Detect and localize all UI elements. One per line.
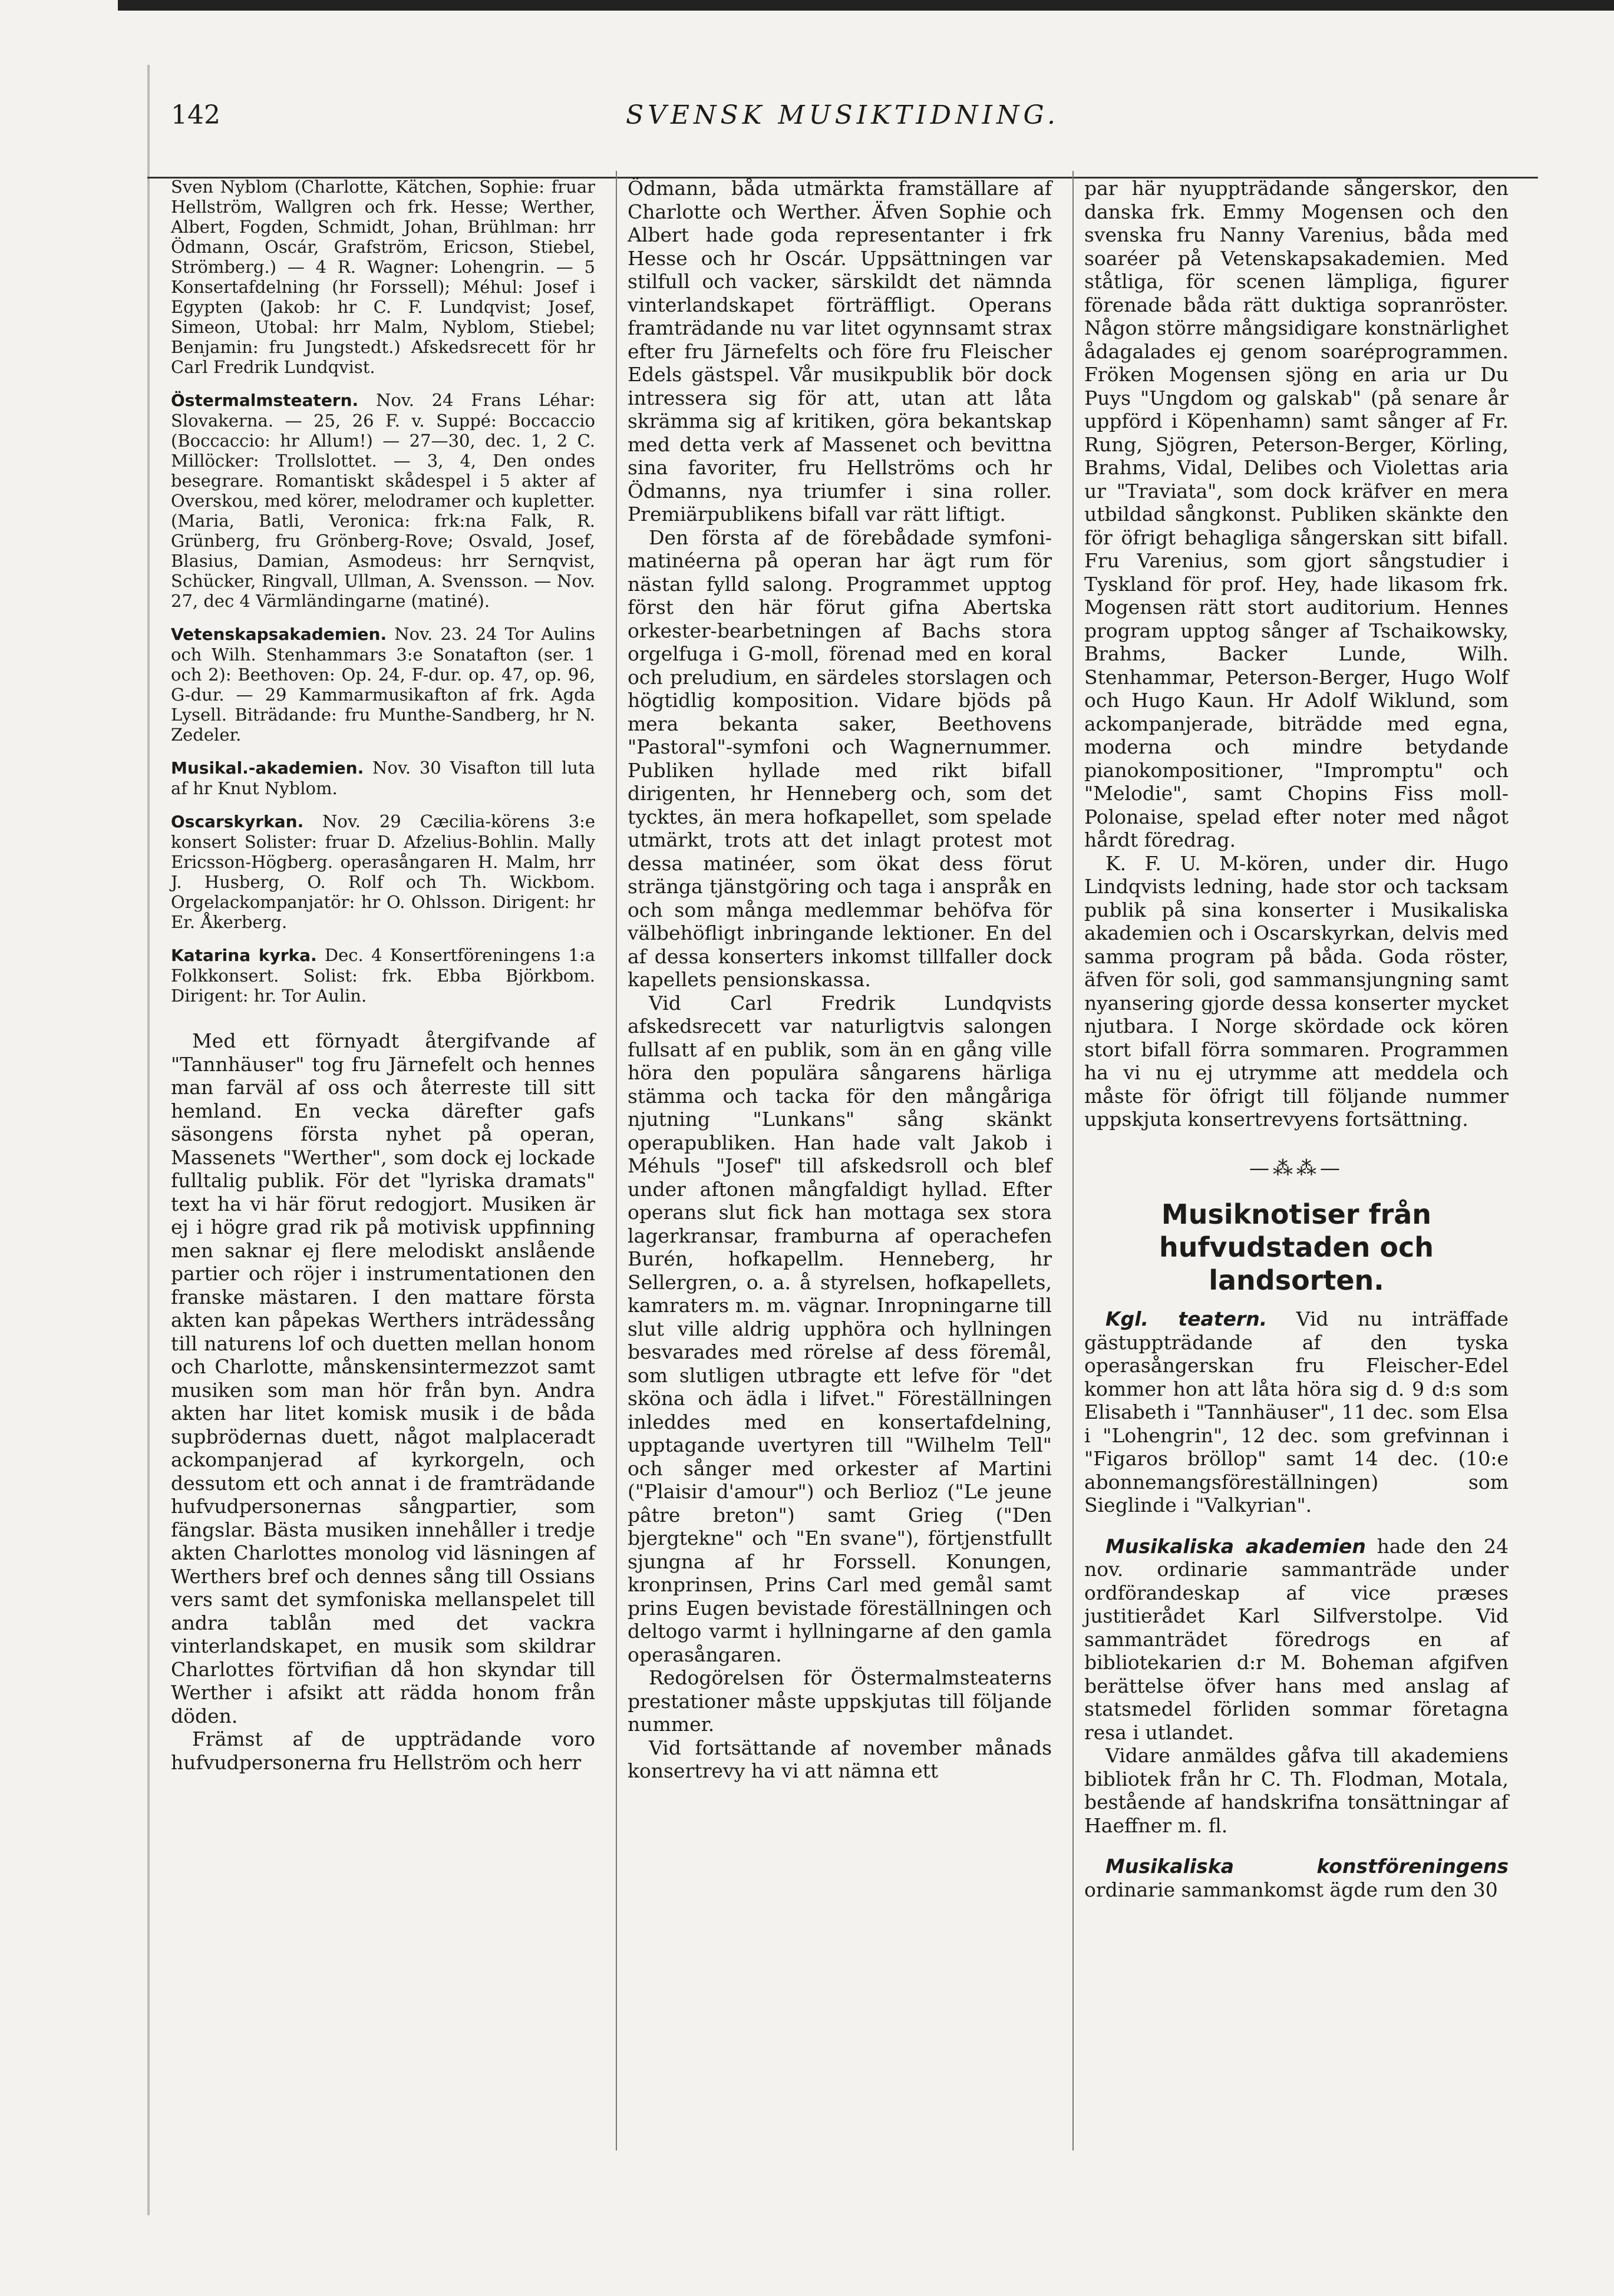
page-edge: [147, 65, 150, 2215]
column-divider: [1072, 171, 1074, 2150]
article-paragraph: Den första af de förebådade symfoni-matinéerna på operan har ägt rum för nästan fylld salong. Programmet upptog först den här förut gifna Abertska orkester-bearbetningen af Bachs stora orgelfuga i G-moll, förenad med en koral och preludium, en särdeles storslagen och högtidlig komposition. Vidare bjöds på mera bekanta saker, Beethovens "Pastoral"-symfoni och Wagnernummer. Publiken hyllade med rikt bifall dirigenten, hr Henneberg och, som det tycktes, än mera hofkapellet, som spelade utmärkt, trots att det inlagt protest mot dessa matinéer, som ökat dess förut stränga tjänstgöring och taga i anspråk en och som många medlemmar behöfva för välbehöfligt inbringande lektioner. En del af dessa konserters inkomst tillfaller dock kapellets pensionskassa.: [628, 526, 1052, 991]
entry-text: Nov. 23. 24 Tor Aulins och Wilh. Stenhammars 3:e Sonatafton (ser. 1 och 2): Beethoven: Op. 24, F-dur. op. 47, op. 96, G-dur. — 29 Kammarmusikafton af frk. Agda Lysell. Biträdande: fru Munthe-Sandberg, hr N. Zedeler.: [171, 624, 595, 745]
venue-title: Vetenskapsakademien.: [171, 625, 387, 644]
column-2: [628, 177, 1052, 1783]
venue-title: Oscarskyrkan.: [171, 812, 304, 831]
news-item: [1084, 1744, 1509, 1837]
listing-entry: [171, 177, 595, 377]
section-title: Musiknotiser från hufvudstaden och landsorten.: [1158, 1198, 1434, 1296]
listing-entry: [171, 945, 595, 1006]
column-3: [1084, 177, 1509, 1901]
news-text: Vidare anmäldes gåfva till akademiens bibliotek från hr C. Th. Flodman, Motala, bestående af handskrifna tonsättningar af Haeffner m. fl.: [1084, 1744, 1509, 1837]
column-divider: [616, 171, 617, 2150]
news-text: ordinarie sammankomst ägde rum den 30: [1084, 1878, 1498, 1901]
entry-text: Sven Nyblom (Charlotte, Kätchen, Sophie: fruar Hellström, Wallgren och frk. Hesse; Werther, Albert, Fogden, Schmidt, Johan, Brühlman: hrr Ödmann, Oscár, Grafström, Ericson, Stiebel, Strömberg.) — 4 R. Wagner: Lohengrin. — 5 Konsertafdelning (hr Forssell); Méhul: Josef i Egypten (Jakob: hr C. F. Lundqvist; Josef, Simeon, Utobal: hrr Malm, Nyblom, Stiebel; Benjamin: fru Jungstedt.) Afskedsrecett för hr Carl Fredrik Lundqvist.: [171, 177, 595, 377]
news-lead: Kgl. teatern.: [1105, 1307, 1268, 1330]
entry-text: Dec. 4 Konsertföreningens 1:a Folkkonsert. Solist: frk. Ebba Björkbom. Dirigent: hr. Tor Aulin.: [171, 945, 596, 1006]
page-header: [147, 100, 1538, 153]
article-paragraph: Främst af de uppträdande voro hufvudpersonerna fru Hellström och herr: [171, 1727, 595, 1774]
page: [147, 65, 1544, 2215]
listing-entry: [171, 390, 595, 611]
entry-text: Nov. 29 Cæcilia-körens 3:e konsert Solister: fruar D. Afzelius-Bohlin. Mally Ericsson-Högberg. operasångaren H. Malm, hrr J. Husberg, O. Rolf och Th. Wickbom. Orgelackompanjatör: hr O. Ohlsson. Dirigent: hr Er. Åkerberg.: [171, 811, 596, 932]
venue-title: Musikal.-akademien.: [171, 758, 364, 778]
article-paragraph: Vid fortsättande af november månads konsertrevy ha vi att nämna ett: [628, 1736, 1052, 1782]
ornament-divider: —⁂⁂—: [1249, 1156, 1344, 1180]
top-border: [118, 0, 1614, 11]
news-text: Vid nu inträffade gästuppträdande af den tyska operasångerskan fru Fleischer-Edel kommer hon att låta höra sig d. 9 d:s som Elisabeth i "Tannhäuser", 11 dec. som Elsa i "Lohengrin", 12 dec. som grefvinnan i "Figaros bröllop" samt 14 dec. (10:e abonnemangsföreställningen) som Sieglinde i "Valkyrian".: [1084, 1307, 1509, 1517]
article-paragraph: K. F. U. M-kören, under dir. Hugo Lindqvists ledning, hade stor och tacksam publik på sina konserter i Musikaliska akademien och i Oscarskyrkan, delvis med samma program på båda. Goda röster, äfven för soli, god sammansjungning samt nyansering gjorde dessa konserter mycket njutbara. I Norge skördade ock kören stort bifall förra sommaren. Programmen ha vi nu ej utrymme att meddela och måste för öfrigt till följande nummer uppskjuta konsertrevyens fortsättning.: [1084, 851, 1509, 1131]
article-paragraph: Ödmann, båda utmärkta framställare af Charlotte och Werther. Äfven Sophie och Albert hade goda representanter i frk Hesse och hr Oscár. Uppsättningen var stilfull och vacker, särskildt det nämnda vinterlandskapet förträffligt. Operans framträdande nu var litet ogynnsamt strax efter fru Järnefelts och före fru Fleischer Edels gästspel. Vår musikpublik bör dock intressera sig för att, utan att låta skrämma sig af kritiken, göra bekantskap med detta verk af Massenet och bevittna sina favoriter, fru Hellströms och hr Ödmanns, nya triumfer i sina roller. Premiärpublikens bifall var rätt liftigt.: [628, 177, 1052, 526]
article-paragraph: Vid Carl Fredrik Lundqvists afskedsrecett var naturligtvis salongen fullsatt af en publik, som än en gång ville höra den populära sångarens härliga stämma och tacka för den mångåriga njutning "Lunkans" sång skänkt operapubliken. Han hade valt Jakob i Méhuls "Josef" till afskedsroll och blef under aftonen mångfaldigt hyllad. Efter operans slut fick han mottaga sex stora lagerkransar, framburna af operachefen Burén, hofkapellm. Henneberg, hr Sellergren, o. a. å styrelsen, hofkapellets, kamraters m. m. vägnar. Inropningarne till slut ville aldrig upphöra och hyllningen besvarades med rörelse af dess föremål, som slutligen utbragte ett lefve för "det sköna och ädla i lifvet." Föreställningen inleddes med en konsertafdelning, upptagande uvertyren till "Wilhelm Tell" och sånger med orkester af Martini ("Plaisir d'amour") och Berlioz ("Le jeune pâtre breton") samt Grieg ("Den bjergtekne" och "En svane"), förtjenstfullt sjungna af hr Forssell. Konungen, kronprinsen, Prins Carl med gemål samt prins Eugen bevistade föreställningen och deltogo varmt i hyllningarne af den gamla operasångaren.: [628, 991, 1052, 1666]
listing-entry: [171, 758, 595, 798]
journal-title: SVENSK MUSIKTIDNING.: [625, 100, 1060, 130]
news-item: [1084, 1855, 1509, 1901]
entry-text: Nov. 24 Frans Léhar: Slovakerna. — 25, 26 F. v. Suppé: Boccaccio (Boccaccio: hr Allum!) — 27—30, dec. 1, 2 C. Millöcker: Trollslottet. — 3, 4, Den ondes besegrare. Romantiskt skådespel i 5 akter af Overskou, med körer, melodramer och kupletter. (Maria, Batli, Veronica: frk:na Falk, R. Grünberg, fru Grönberg-Rove; Osvald, Josef, Blasius, Damian, Asmodeus: hrr Sernqvist, Schücker, Ringvall, Ullman, A. Svensson. — Nov. 27, dec 4 Värmländingarne (matiné).: [171, 390, 595, 611]
column-1: [171, 177, 595, 1774]
venue-title: Östermalmsteatern.: [171, 391, 359, 410]
page-number: 142: [171, 100, 220, 130]
venue-title: Katarina kyrka.: [171, 946, 317, 965]
news-lead: Musikaliska akademien: [1105, 1534, 1366, 1558]
article-paragraph: par här nyuppträdande sångerskor, den danska frk. Emmy Mogensen och den svenska fru Nanny Varenius, båda med soaréer på Vetenskapsakademien. Med ståtliga, för scenen lämpliga, figurer förenade båda rätt duktiga sopranröster. Någon större mångsidigare konstnärlighet ådagalades ej genom soaréprogrammen. Fröken Mogensen sjöng en aria ur Du Puys "Ungdom og galskab" (på senare år uppförd i Köpenhamn) samt sånger af Fr. Rung, Sjögren, Peterson-Berger, Körling, Brahms, Vidal, Delibes och Violettas aria ur "Traviata", som dock kräfver en mera utbildad sångkonst. Publiken skänkte den för öfrigt behagliga sångerskan sitt bifall. Fru Varenius, som gjort sångstudier i Tyskland för prof. Hey, hade likasom frk. Mogensen rätt stort auditorium. Hennes program upptog sånger af Tschaikowsky, Brahms, Backer Lunde, Wilh. Stenhammar, Peterson-Berger, Hugo Wolf och Hugo Kaun. Hr Adolf Wiklund, som ackompanjerade, biträdde med egna, moderna och mindre betydande pianokompositioner, "Impromptu" och "Melodie", samt Chopins Fiss moll- Polonaise, spelad efter noter med något hårdt föredrag.: [1084, 177, 1509, 851]
listing-entry: [171, 624, 595, 745]
article-paragraph: Redogörelsen för Östermalmsteaterns prestationer måste uppskjutas till följande nummer.: [628, 1666, 1052, 1736]
listing-entry: [171, 811, 595, 932]
news-text: hade den 24 nov. ordinarie sammanträde under ordförandeskap af vice præses justitierådet Karl Silfverstolpe. Vid sammanträdet föredrogs en af bibliotekarien d:r M. Boheman afgifven berättelse öfver hans med anslag af statsmedel förliden sommar företagna resa i utlandet.: [1084, 1534, 1509, 1744]
entry-text: Nov. 30 Visafton till luta af hr Knut Nyblom.: [171, 758, 595, 798]
news-lead: Musikaliska konstföreningens: [1105, 1855, 1509, 1878]
article-paragraph: Med ett förnyadt återgifvande af "Tannhäuser" tog fru Järnefelt och hennes man farväl af oss och återreste till sitt hemland. En vecka därefter gafs säsongens första nyhet på operan, Massenets "Werther", som dock ej lockade fulltalig publik. För det "lyriska dramats" text ha vi här förut redogjort. Musiken är ej i högre grad rik på motivisk uppfinning men saknar ej flere melodiskt anslående partier och röjer i instrumentationen den franske mästaren. I den mattare första akten kan påpekas Werthers inträdessång till naturens lof och duetten mellan honom och Charlotte, månskensintermezzot samt musiken som man hör från byn. Andra akten har litet komisk musik i de båda supbrödernas duett, något malplaceradt ackompanjerad af kyrkorgeln, och dessutom ett och annat i de framträdande hufvudpersonernas sångpartier, som fängslar. Bästa musiken innehåller i tredje akten Charlottes monolog vid läsningen af Werthers bref och dennes sång till Ossians vers samt det symfoniska mellanspelet till andra tablån med det vackra vinterlandskapet, en musik som skildrar Charlottes förtvifian då hon skyndar till Werther i afsikt att rädda honom från döden.: [171, 1029, 595, 1727]
news-item: [1084, 1535, 1509, 1745]
news-item: [1084, 1307, 1509, 1517]
